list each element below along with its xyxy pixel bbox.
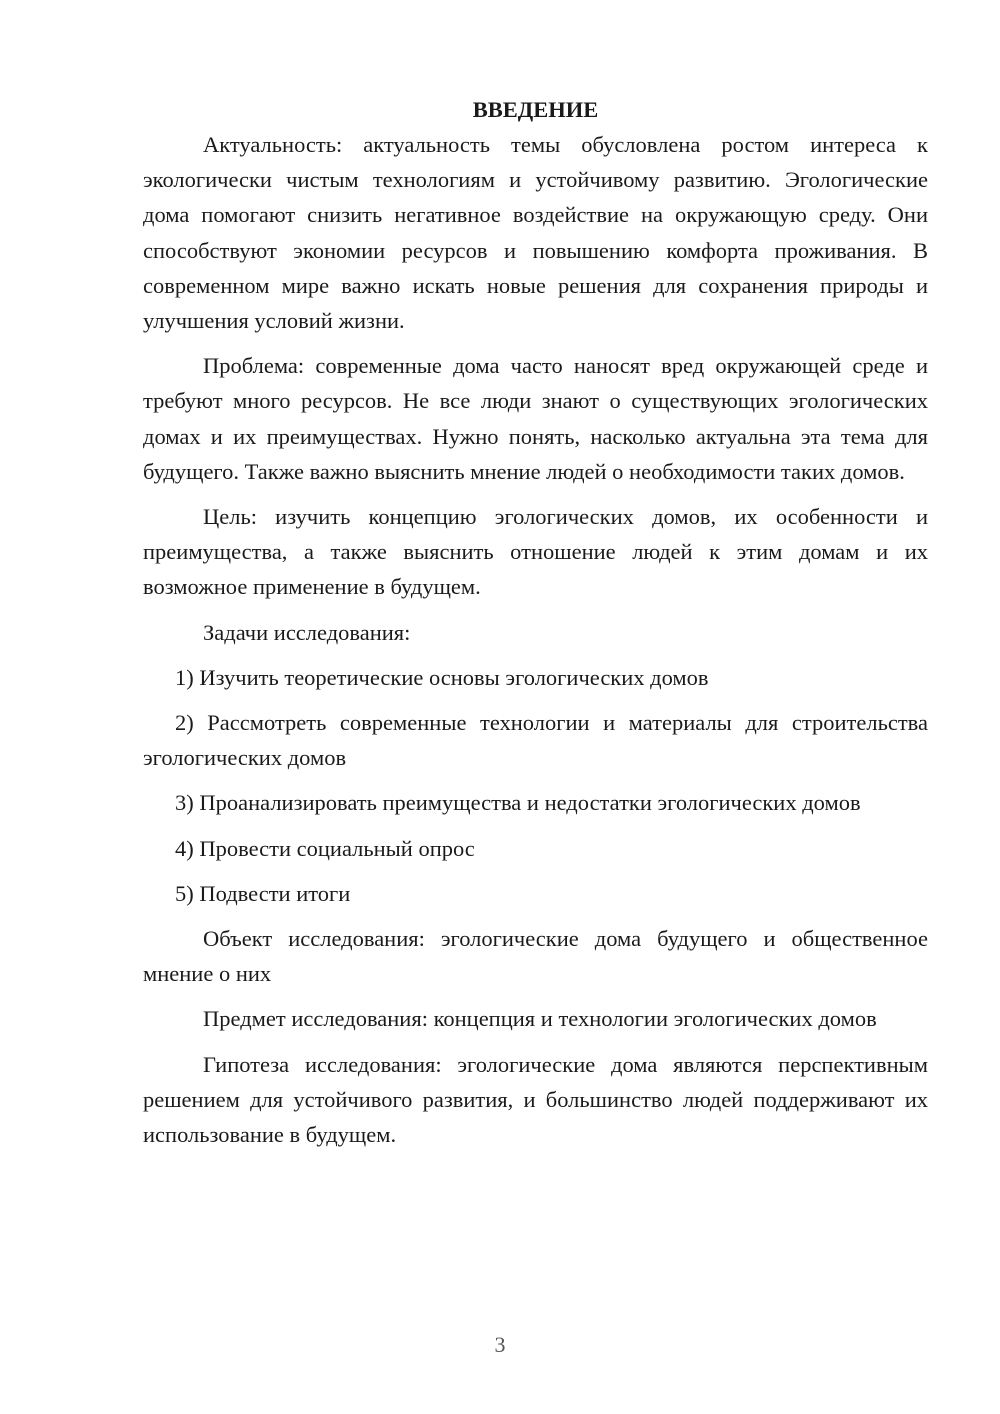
paragraph-object: Объект исследования: эгологические дома будущего и общественное мнение о них: [143, 926, 928, 987]
paragraph-hypothesis: Гипотеза исследования: эгологические дома являются перспективным решением для устойчивого развития, и большинство людей поддерживают их использование в будущем.: [143, 1051, 928, 1148]
section-title: ВВЕДЕНИЕ: [472, 97, 599, 122]
paragraph-subject: Предмет исследования: концепция и технологии эгологических домов: [203, 1006, 877, 1032]
task-item-4: 4) Провести социальный опрос: [175, 835, 475, 861]
task-item-5: 5) Подвести итоги: [175, 880, 351, 906]
task-item-1: 1) Изучить теоретические основы эгологических домов: [175, 664, 709, 690]
paragraph-problem: Проблема: современные дома часто наносят вред окружающей среде и требуют много ресурсов. Не все люди знают о существующих эгологических домах и их преимуществах. Нужно понять, насколько актуальна эта тема для будущего. Также важно выяснить мнение людей о необходимости таких домов.: [143, 353, 928, 484]
document-page: [143, 92, 928, 1152]
paragraph-relevance: Актуальность: актуальность темы обусловлена ростом интереса к экологически чистым технологиям и устойчивому развитию. Эгологические дома помогают снизить негативное воздействие на окружающую среду. Они способствуют экономии ресурсов и повышению комфорта проживания. В современном мире важно искать новые решения для сохранения природы и улучшения условий жизни.: [143, 132, 928, 334]
paragraph-goal: Цель: изучить концепцию эгологических домов, их особенности и преимущества, а также выяснить отношение людей к этим домам и их возможное применение в будущем.: [143, 504, 928, 600]
page-number: 3: [494, 1332, 506, 1357]
task-item-2: 2) Рассмотреть современные технологии и материалы для строительства эгологических домов: [143, 710, 928, 771]
task-item-3: 3) Проанализировать преимущества и недостатки эгологических домов: [175, 790, 861, 816]
tasks-heading: Задачи исследования:: [203, 619, 411, 645]
